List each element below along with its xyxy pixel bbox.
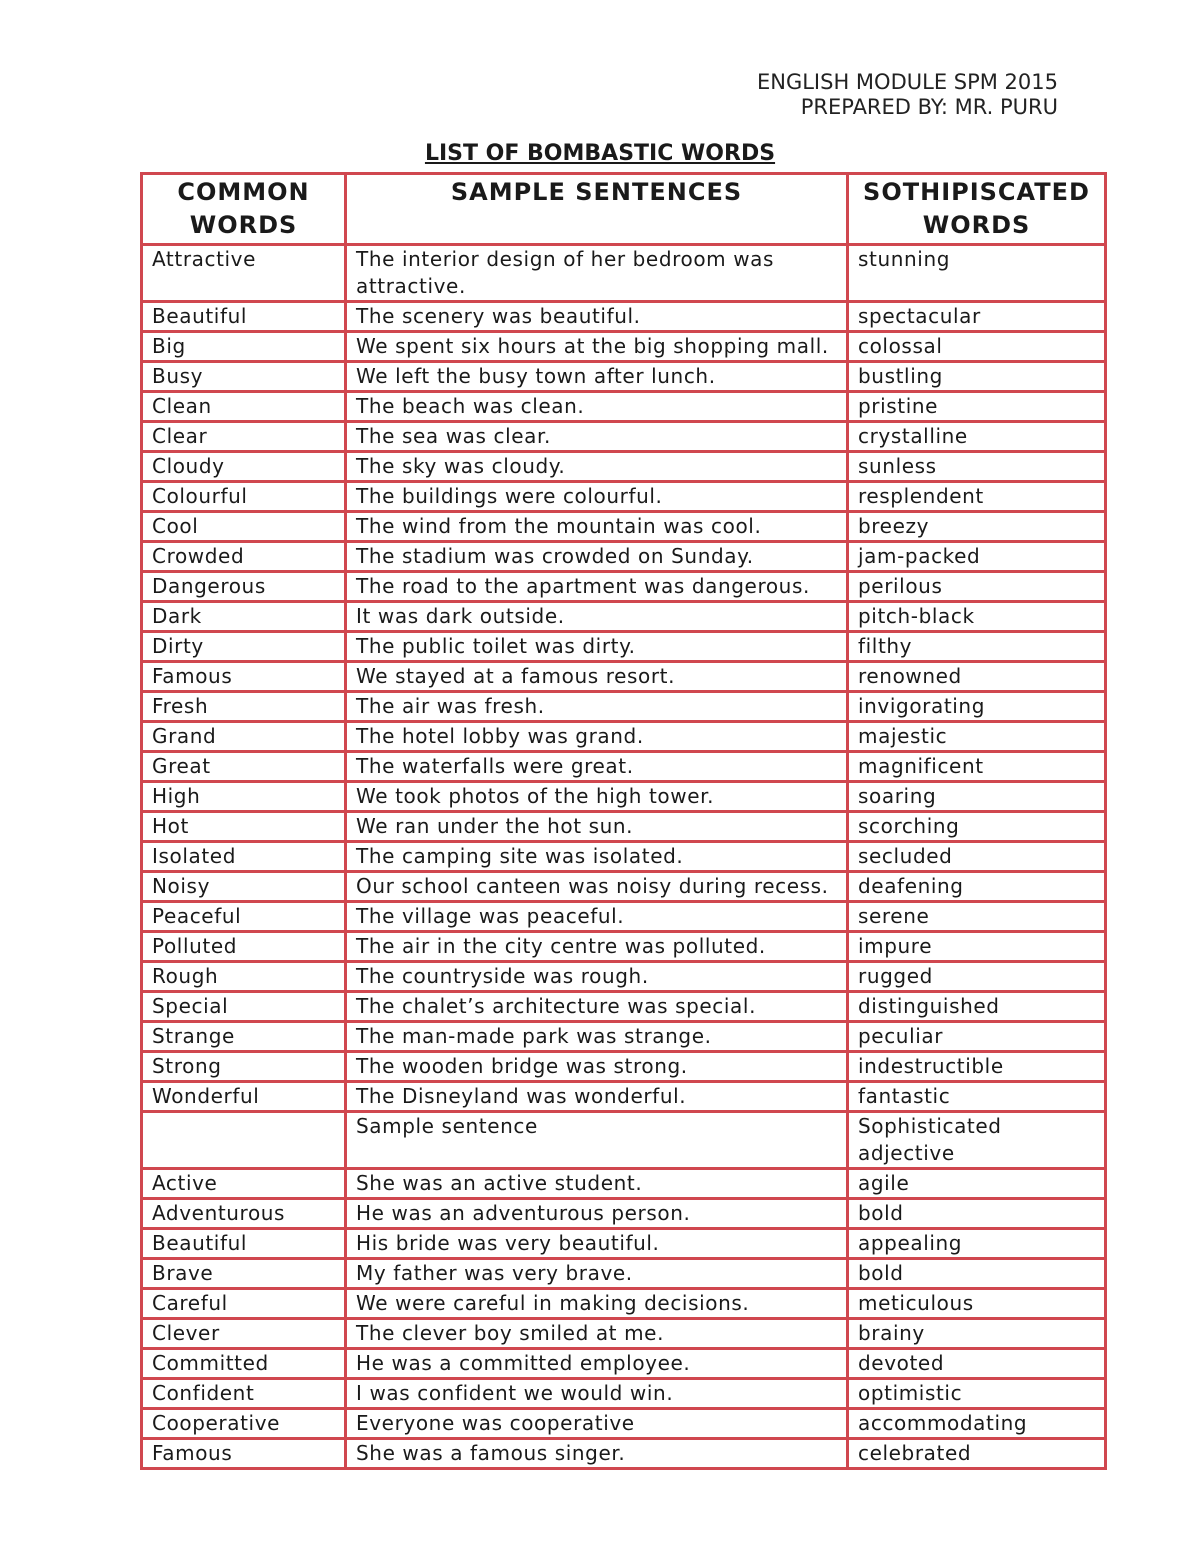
document-header xyxy=(757,70,1058,120)
sophisticated-word-cell: bold xyxy=(848,1259,1106,1289)
sophisticated-word-cell: secluded xyxy=(848,842,1106,872)
sophisticated-word-cell: invigorating xyxy=(848,692,1106,722)
sophisticated-word-cell: majestic xyxy=(848,722,1106,752)
sample-sentence-cell: We were careful in making decisions. xyxy=(346,1289,848,1319)
sample-sentence-cell: The air was fresh. xyxy=(346,692,848,722)
table-row xyxy=(142,1379,1106,1409)
common-word-cell: Peaceful xyxy=(142,902,346,932)
table-body xyxy=(142,245,1106,1469)
sophisticated-word-cell: perilous xyxy=(848,572,1106,602)
common-word-cell: Isolated xyxy=(142,842,346,872)
sophisticated-word-cell: appealing xyxy=(848,1229,1106,1259)
sample-sentence-cell: The stadium was crowded on Sunday. xyxy=(346,542,848,572)
table-row xyxy=(142,782,1106,812)
common-word-cell: Cloudy xyxy=(142,452,346,482)
table-row xyxy=(142,1259,1106,1289)
sophisticated-word-cell: distinguished xyxy=(848,992,1106,1022)
common-word-cell: Beautiful xyxy=(142,1229,346,1259)
common-word-cell: Noisy xyxy=(142,872,346,902)
table-row xyxy=(142,1199,1106,1229)
common-word-cell: Fresh xyxy=(142,692,346,722)
sample-sentence-cell: My father was very brave. xyxy=(346,1259,848,1289)
sample-sentence-cell: We stayed at a famous resort. xyxy=(346,662,848,692)
page-title: LIST OF BOMBASTIC WORDS xyxy=(424,141,776,166)
sophisticated-word-cell: impure xyxy=(848,932,1106,962)
common-word-cell: Famous xyxy=(142,1439,346,1469)
table-row xyxy=(142,512,1106,542)
sophisticated-word-cell: Sophisticated adjective xyxy=(848,1112,1106,1169)
table-row xyxy=(142,452,1106,482)
table-row xyxy=(142,482,1106,512)
table-row xyxy=(142,1349,1106,1379)
sophisticated-word-cell: pitch-black xyxy=(848,602,1106,632)
sample-sentence-cell: The interior design of her bedroom was attractive. xyxy=(346,245,848,302)
common-word-cell: Grand xyxy=(142,722,346,752)
sophisticated-word-cell: renowned xyxy=(848,662,1106,692)
table-row xyxy=(142,1319,1106,1349)
common-word-cell: Brave xyxy=(142,1259,346,1289)
common-word-cell: Polluted xyxy=(142,932,346,962)
table-row xyxy=(142,1439,1106,1469)
sophisticated-word-cell: rugged xyxy=(848,962,1106,992)
sophisticated-word-cell: fantastic xyxy=(848,1082,1106,1112)
table-row xyxy=(142,332,1106,362)
sample-sentence-cell: The buildings were colourful. xyxy=(346,482,848,512)
sample-sentence-cell: The hotel lobby was grand. xyxy=(346,722,848,752)
sample-sentence-cell: We spent six hours at the big shopping mall. xyxy=(346,332,848,362)
sophisticated-word-cell: soaring xyxy=(848,782,1106,812)
table-row xyxy=(142,542,1106,572)
common-word-cell: Dangerous xyxy=(142,572,346,602)
sophisticated-word-cell: breezy xyxy=(848,512,1106,542)
common-word-cell: Rough xyxy=(142,962,346,992)
sample-sentence-cell: Everyone was cooperative xyxy=(346,1409,848,1439)
common-word-cell: Strange xyxy=(142,1022,346,1052)
sophisticated-word-cell: resplendent xyxy=(848,482,1106,512)
table-row xyxy=(142,362,1106,392)
sample-sentence-cell: We left the busy town after lunch. xyxy=(346,362,848,392)
sample-sentence-cell: The clever boy smiled at me. xyxy=(346,1319,848,1349)
common-word-cell: Cool xyxy=(142,512,346,542)
common-word-cell: Colourful xyxy=(142,482,346,512)
table-row xyxy=(142,962,1106,992)
table-row xyxy=(142,812,1106,842)
sophisticated-word-cell: filthy xyxy=(848,632,1106,662)
common-word-cell: Careful xyxy=(142,1289,346,1319)
table-row xyxy=(142,692,1106,722)
table-row xyxy=(142,1052,1106,1082)
sophisticated-word-cell: peculiar xyxy=(848,1022,1106,1052)
sophisticated-word-cell: devoted xyxy=(848,1349,1106,1379)
sample-sentence-cell: The countryside was rough. xyxy=(346,962,848,992)
common-word-cell: Confident xyxy=(142,1379,346,1409)
sophisticated-word-cell: brainy xyxy=(848,1319,1106,1349)
sample-sentence-cell: Sample sentence xyxy=(346,1112,848,1169)
table-row xyxy=(142,1229,1106,1259)
sample-sentence-cell: She was an active student. xyxy=(346,1169,848,1199)
common-word-cell: Dark xyxy=(142,602,346,632)
header-common-words: COMMON WORDS xyxy=(142,174,346,245)
table-row xyxy=(142,722,1106,752)
sample-sentence-cell: He was an adventurous person. xyxy=(346,1199,848,1229)
header-sample-sentences: SAMPLE SENTENCES xyxy=(346,174,848,245)
table-row xyxy=(142,842,1106,872)
table-row xyxy=(142,1409,1106,1439)
common-word-cell: Clever xyxy=(142,1319,346,1349)
sophisticated-word-cell: stunning xyxy=(848,245,1106,302)
common-word-cell: Big xyxy=(142,332,346,362)
sophisticated-word-cell: scorching xyxy=(848,812,1106,842)
common-word-cell: Committed xyxy=(142,1349,346,1379)
sample-sentence-cell: The man-made park was strange. xyxy=(346,1022,848,1052)
sample-sentence-cell: The public toilet was dirty. xyxy=(346,632,848,662)
sample-sentence-cell: His bride was very beautiful. xyxy=(346,1229,848,1259)
common-word-cell: Clean xyxy=(142,392,346,422)
table-row xyxy=(142,932,1106,962)
sample-sentence-cell: We took photos of the high tower. xyxy=(346,782,848,812)
common-word-cell xyxy=(142,1112,346,1169)
common-word-cell: Great xyxy=(142,752,346,782)
header-sophisticated-words: SOTHIPISCATED WORDS xyxy=(848,174,1106,245)
sample-sentence-cell: The camping site was isolated. xyxy=(346,842,848,872)
sample-sentence-cell: The air in the city centre was polluted. xyxy=(346,932,848,962)
sophisticated-word-cell: pristine xyxy=(848,392,1106,422)
sample-sentence-cell: I was confident we would win. xyxy=(346,1379,848,1409)
table-row xyxy=(142,572,1106,602)
sample-sentence-cell: The sea was clear. xyxy=(346,422,848,452)
common-word-cell: High xyxy=(142,782,346,812)
common-word-cell: Dirty xyxy=(142,632,346,662)
table-row xyxy=(142,302,1106,332)
common-word-cell: Strong xyxy=(142,1052,346,1082)
bombastic-words-table xyxy=(140,172,1107,1470)
common-word-cell: Cooperative xyxy=(142,1409,346,1439)
sample-sentence-cell: He was a committed employee. xyxy=(346,1349,848,1379)
sample-sentence-cell: The beach was clean. xyxy=(346,392,848,422)
common-word-cell: Crowded xyxy=(142,542,346,572)
common-word-cell: Special xyxy=(142,992,346,1022)
table-row xyxy=(142,1082,1106,1112)
table-row xyxy=(142,1289,1106,1319)
sophisticated-word-cell: spectacular xyxy=(848,302,1106,332)
common-word-cell: Active xyxy=(142,1169,346,1199)
sophisticated-word-cell: optimistic xyxy=(848,1379,1106,1409)
sophisticated-word-cell: deafening xyxy=(848,872,1106,902)
table-row xyxy=(142,752,1106,782)
table-row xyxy=(142,1112,1106,1169)
sophisticated-word-cell: agile xyxy=(848,1169,1106,1199)
sophisticated-word-cell: magnificent xyxy=(848,752,1106,782)
prepared-by: PREPARED BY: MR. PURU xyxy=(800,95,1058,119)
sophisticated-word-cell: bold xyxy=(848,1199,1106,1229)
table-row xyxy=(142,245,1106,302)
sophisticated-word-cell: crystalline xyxy=(848,422,1106,452)
sophisticated-word-cell: celebrated xyxy=(848,1439,1106,1469)
table-row xyxy=(142,992,1106,1022)
sophisticated-word-cell: serene xyxy=(848,902,1106,932)
sophisticated-word-cell: sunless xyxy=(848,452,1106,482)
table-row xyxy=(142,602,1106,632)
common-word-cell: Busy xyxy=(142,362,346,392)
table-row xyxy=(142,392,1106,422)
sample-sentence-cell: The Disneyland was wonderful. xyxy=(346,1082,848,1112)
sophisticated-word-cell: indestructible xyxy=(848,1052,1106,1082)
table-row xyxy=(142,872,1106,902)
sophisticated-word-cell: bustling xyxy=(848,362,1106,392)
table-header-row xyxy=(142,174,1106,245)
common-word-cell: Famous xyxy=(142,662,346,692)
sophisticated-word-cell: accommodating xyxy=(848,1409,1106,1439)
sample-sentence-cell: The scenery was beautiful. xyxy=(346,302,848,332)
sample-sentence-cell: The wooden bridge was strong. xyxy=(346,1052,848,1082)
sample-sentence-cell: The road to the apartment was dangerous. xyxy=(346,572,848,602)
sample-sentence-cell: The waterfalls were great. xyxy=(346,752,848,782)
sample-sentence-cell: The chalet’s architecture was special. xyxy=(346,992,848,1022)
table-row xyxy=(142,902,1106,932)
common-word-cell: Beautiful xyxy=(142,302,346,332)
sophisticated-word-cell: meticulous xyxy=(848,1289,1106,1319)
sophisticated-word-cell: jam-packed xyxy=(848,542,1106,572)
common-word-cell: Hot xyxy=(142,812,346,842)
common-word-cell: Clear xyxy=(142,422,346,452)
table-row xyxy=(142,1022,1106,1052)
sophisticated-word-cell: colossal xyxy=(848,332,1106,362)
sample-sentence-cell: Our school canteen was noisy during recess. xyxy=(346,872,848,902)
common-word-cell: Wonderful xyxy=(142,1082,346,1112)
table-row xyxy=(142,1169,1106,1199)
sample-sentence-cell: The wind from the mountain was cool. xyxy=(346,512,848,542)
sample-sentence-cell: She was a famous singer. xyxy=(346,1439,848,1469)
sample-sentence-cell: The village was peaceful. xyxy=(346,902,848,932)
common-word-cell: Attractive xyxy=(142,245,346,302)
table-row xyxy=(142,632,1106,662)
sample-sentence-cell: The sky was cloudy. xyxy=(346,452,848,482)
common-word-cell: Adventurous xyxy=(142,1199,346,1229)
table-row xyxy=(142,422,1106,452)
sample-sentence-cell: We ran under the hot sun. xyxy=(346,812,848,842)
sample-sentence-cell: It was dark outside. xyxy=(346,602,848,632)
table-row xyxy=(142,662,1106,692)
module-label: ENGLISH MODULE SPM 2015 xyxy=(756,70,1058,94)
